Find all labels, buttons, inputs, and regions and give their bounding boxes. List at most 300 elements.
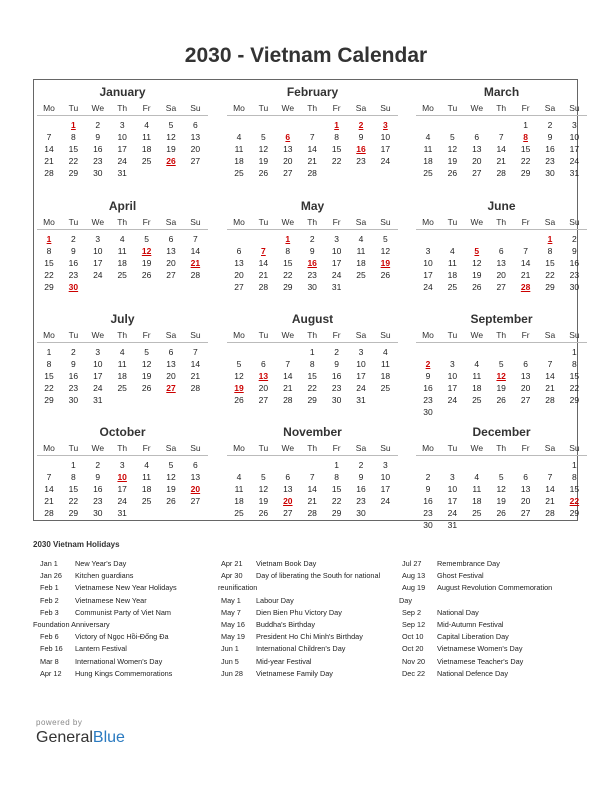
holiday-day: 26 — [166, 156, 176, 166]
calendar-day: 9 — [309, 246, 315, 256]
weekday-label: Sa — [355, 443, 367, 453]
calendar-day: 27 — [166, 270, 176, 280]
weekday-label: Mo — [233, 217, 245, 227]
holiday-name: Buddha's Birthday — [256, 620, 315, 630]
calendar-day: 26 — [234, 395, 244, 405]
calendar-day: 7 — [193, 234, 198, 244]
calendar-day: 4 — [358, 234, 364, 244]
calendar-day: 15 — [569, 484, 580, 494]
calendar-day: 8 — [334, 132, 339, 142]
calendar-day: 12 — [472, 258, 482, 268]
calendar-day: 28 — [307, 508, 317, 518]
calendar-day: 6 — [474, 132, 480, 142]
holiday-item — [402, 558, 572, 570]
month-november — [227, 420, 398, 530]
holiday-list-column — [399, 558, 572, 680]
calendar-day: 7 — [547, 472, 553, 482]
calendar-day: 6 — [168, 234, 174, 244]
month-february — [227, 80, 398, 190]
holiday-date: Feb 16 — [40, 644, 63, 654]
weekday-label: Mo — [43, 103, 55, 113]
calendar-day: 19 — [447, 156, 458, 166]
weekday-label: Su — [569, 103, 580, 113]
holiday-date: Apr 21 — [221, 559, 243, 568]
weekday-label: Sa — [165, 443, 177, 453]
holiday-day: 16 — [307, 258, 317, 268]
calendar-day: 24 — [380, 156, 391, 166]
month-september — [416, 307, 587, 417]
weekday-label: Tu — [68, 103, 79, 113]
weekday-label: We — [91, 103, 105, 113]
weekday-label: Su — [190, 103, 201, 113]
calendar-day: 28 — [44, 508, 54, 518]
calendar-day: 13 — [283, 144, 293, 154]
calendar-day: 6 — [193, 120, 198, 130]
holiday-name: Vietnamese Women's Day — [437, 644, 523, 654]
calendar-day: 8 — [547, 246, 553, 256]
calendar-day: 25 — [472, 508, 482, 518]
weekday-label: Sa — [544, 443, 556, 453]
weekday-label: Th — [117, 217, 128, 227]
holiday-day: 1 — [547, 234, 553, 244]
holiday-name-continued: Foundation Anniversary — [33, 620, 110, 630]
calendar-day: 15 — [520, 144, 531, 154]
holiday-date: Dec 22 — [402, 668, 426, 678]
month-name: November — [283, 425, 342, 439]
calendar-day: 10 — [331, 246, 342, 256]
calendar-day: 2 — [425, 472, 431, 482]
holiday-date: Feb 2 — [40, 595, 59, 605]
calendar-day: 31 — [356, 395, 366, 405]
calendar-day: 14 — [520, 258, 531, 268]
calendar-day: 19 — [496, 383, 506, 393]
holiday-item — [221, 619, 399, 631]
calendar-day: 10 — [447, 371, 458, 381]
holiday-day: 21 — [190, 258, 201, 268]
weekday-label: Fr — [142, 443, 151, 453]
month-name: July — [110, 312, 135, 326]
weekday-header — [227, 327, 398, 343]
calendar-day: 14 — [307, 144, 317, 154]
calendar-day: 13 — [190, 132, 201, 142]
calendar-day: 21 — [496, 156, 506, 166]
calendar-day: 28 — [545, 395, 555, 405]
calendar-day: 20 — [258, 383, 269, 393]
month-name: March — [483, 85, 520, 99]
weekday-header — [416, 100, 587, 116]
calendar-day: 13 — [472, 144, 482, 154]
calendar-day: 4 — [119, 347, 125, 357]
calendar-day: 6 — [523, 472, 528, 482]
weekday-label: Mo — [43, 330, 55, 340]
holiday-name: Labour Day — [256, 595, 294, 605]
weekday-label: Mo — [233, 443, 245, 453]
calendar-day: 30 — [423, 407, 433, 417]
holiday-name: International Women's Day — [75, 656, 163, 666]
calendar-day: 7 — [46, 472, 52, 482]
holiday-name: Ghost Festival — [437, 571, 484, 581]
calendar-day: 12 — [141, 359, 152, 369]
calendar-day: 16 — [569, 258, 580, 268]
calendar-day: 17 — [447, 383, 458, 393]
calendar-day: 19 — [166, 484, 176, 494]
holiday-day: 13 — [258, 371, 269, 381]
calendar-day: 5 — [261, 472, 266, 482]
calendar-day: 25 — [380, 383, 391, 393]
calendar-day: 15 — [331, 144, 342, 154]
weekday-label: Mo — [43, 443, 55, 453]
weekday-label: Fr — [521, 330, 530, 340]
calendar-day: 3 — [450, 359, 455, 369]
calendar-day: 13 — [496, 258, 506, 268]
calendar-day: 27 — [283, 508, 293, 518]
calendar-day: 14 — [496, 144, 506, 154]
holiday-date: Apr 30 — [221, 571, 243, 581]
month-july — [37, 307, 208, 417]
calendar-day: 24 — [117, 156, 127, 166]
holiday-item — [33, 607, 215, 631]
weekday-label: Fr — [332, 103, 341, 113]
calendar-day: 30 — [423, 520, 433, 530]
calendar-day: 6 — [285, 472, 291, 482]
calendar-day: 23 — [423, 508, 433, 518]
holiday-name: Vietnamese Family Day — [256, 668, 333, 678]
calendar-day: 18 — [423, 156, 433, 166]
weekday-label: Tu — [258, 217, 269, 227]
holiday-date: May 7 — [221, 607, 241, 617]
weekday-label: We — [91, 443, 105, 453]
holiday-name: Remembrance Day — [437, 559, 500, 568]
month-name: May — [300, 199, 325, 213]
weekday-label: Th — [307, 217, 318, 227]
calendar-day: 3 — [450, 472, 455, 482]
holiday-item — [40, 570, 215, 582]
holiday-day: 27 — [166, 383, 176, 393]
month-march — [416, 80, 587, 190]
holiday-day: 20 — [190, 484, 201, 494]
calendar-day: 10 — [380, 132, 391, 142]
holiday-name-continued: reunification — [218, 583, 258, 593]
calendar-day: 20 — [520, 383, 531, 393]
holiday-date: Nov 20 — [402, 656, 426, 666]
calendar-day: 5 — [498, 472, 504, 482]
powered-by-label: powered by — [36, 718, 83, 727]
month-name: January — [99, 85, 146, 99]
weekday-label: Sa — [165, 103, 177, 113]
holiday-item — [40, 631, 215, 643]
calendar-day: 31 — [447, 520, 458, 530]
calendar-day: 9 — [425, 484, 431, 494]
calendar-day: 26 — [472, 282, 482, 292]
calendar-day: 1 — [334, 460, 339, 470]
holiday-item — [402, 619, 572, 631]
calendar-day: 25 — [423, 168, 433, 178]
calendar-day: 25 — [234, 168, 244, 178]
calendar-day: 30 — [307, 282, 317, 292]
calendar-day: 25 — [117, 383, 127, 393]
calendar-day: 5 — [236, 359, 242, 369]
calendar-day: 22 — [545, 270, 555, 280]
weekday-label: We — [281, 217, 295, 227]
holiday-item — [402, 631, 572, 643]
brand-blue: Blue — [92, 729, 125, 746]
weekday-label: Th — [117, 443, 128, 453]
weekday-label: Tu — [68, 330, 79, 340]
calendar-day: 30 — [93, 168, 103, 178]
weekday-label: Tu — [447, 330, 458, 340]
calendar-day: 24 — [447, 395, 458, 405]
calendar-day: 9 — [334, 359, 339, 369]
calendar-day: 12 — [234, 371, 244, 381]
calendar-day: 16 — [545, 144, 555, 154]
month-august — [227, 307, 398, 417]
calendar-day: 6 — [498, 246, 504, 256]
calendar-day: 23 — [356, 496, 366, 506]
holiday-name: Day of liberating the South for national — [256, 571, 381, 581]
calendar-day: 22 — [307, 383, 317, 393]
holiday-day: 8 — [523, 132, 528, 142]
calendar-day: 19 — [258, 156, 269, 166]
calendar-day: 21 — [44, 496, 54, 506]
holidays-title: 2030 Vietnam Holidays — [33, 540, 120, 549]
weekday-label: Tu — [258, 103, 269, 113]
calendar-day: 10 — [447, 484, 458, 494]
calendar-day: 4 — [236, 472, 242, 482]
calendar-day: 17 — [93, 371, 103, 381]
calendar-day: 28 — [307, 168, 317, 178]
calendar-day: 26 — [258, 168, 269, 178]
calendar-day: 25 — [117, 270, 127, 280]
calendar-day: 23 — [68, 383, 79, 393]
calendar-day: 17 — [447, 496, 458, 506]
calendar-day: 24 — [356, 383, 366, 393]
calendar-day: 17 — [356, 371, 366, 381]
calendar-day: 3 — [119, 120, 125, 130]
calendar-day: 29 — [307, 395, 317, 405]
calendar-day: 8 — [572, 359, 577, 369]
calendar-day: 11 — [117, 246, 127, 256]
calendar-day: 14 — [44, 144, 54, 154]
calendar-day: 22 — [283, 270, 293, 280]
weekday-label: Sa — [355, 330, 367, 340]
calendar-day: 8 — [309, 359, 315, 369]
calendar-day: 16 — [68, 258, 79, 268]
holiday-name: President Ho Chi Minh's Birthday — [256, 632, 363, 642]
holiday-item — [221, 656, 399, 668]
calendar-day: 6 — [193, 460, 198, 470]
calendar-day: 1 — [572, 347, 577, 357]
calendar-day: 29 — [68, 508, 79, 518]
weekday-label: Tu — [447, 103, 458, 113]
calendar-day: 19 — [166, 144, 176, 154]
calendar-day: 26 — [496, 395, 506, 405]
weekday-label: Th — [117, 103, 128, 113]
calendar-day: 30 — [356, 508, 366, 518]
holiday-date: Jun 28 — [221, 668, 243, 678]
weekday-label: Fr — [142, 217, 151, 227]
weekday-header — [227, 440, 398, 456]
weekday-label: Sa — [544, 330, 556, 340]
calendar-day: 27 — [496, 282, 506, 292]
calendar-day: 26 — [447, 168, 458, 178]
calendar-day: 4 — [425, 132, 431, 142]
calendar-day: 20 — [234, 270, 244, 280]
calendar-day: 14 — [545, 484, 555, 494]
calendar-day: 19 — [258, 496, 269, 506]
weekday-label: Mo — [233, 330, 245, 340]
weekday-label: Mo — [422, 103, 434, 113]
calendar-day: 19 — [141, 258, 152, 268]
calendar-day: 5 — [383, 234, 388, 244]
calendar-day: 10 — [117, 132, 127, 142]
calendar-day: 21 — [190, 371, 201, 381]
holiday-name: Kitchen guardians — [75, 571, 134, 581]
holiday-date: May 19 — [221, 632, 245, 642]
weekday-label: Mo — [422, 217, 434, 227]
holiday-day: 7 — [261, 246, 266, 256]
weekday-label: Su — [190, 443, 201, 453]
calendar-day: 27 — [283, 168, 293, 178]
calendar-day: 1 — [71, 460, 76, 470]
holiday-item — [221, 558, 399, 570]
holiday-item — [40, 558, 215, 570]
calendar-day: 16 — [68, 371, 79, 381]
weekday-label: Th — [307, 330, 318, 340]
calendar-day: 29 — [44, 395, 54, 405]
holiday-day: 12 — [496, 371, 506, 381]
calendar-day: 22 — [44, 383, 54, 393]
calendar-day: 28 — [496, 168, 506, 178]
calendar-day: 9 — [547, 132, 553, 142]
month-may — [227, 194, 398, 304]
calendar-day: 4 — [383, 347, 388, 357]
calendar-day: 12 — [380, 246, 391, 256]
weekday-header — [227, 100, 398, 116]
holiday-date: Jun 5 — [221, 656, 239, 666]
calendar-day: 27 — [520, 395, 531, 405]
calendar-day: 18 — [141, 144, 152, 154]
holiday-item — [402, 570, 572, 582]
calendar-day: 18 — [117, 258, 127, 268]
month-name: February — [286, 85, 339, 99]
calendar-day: 13 — [283, 484, 293, 494]
calendar-day: 30 — [68, 395, 79, 405]
calendar-day: 5 — [261, 132, 266, 142]
calendar-day: 26 — [141, 270, 152, 280]
calendar-day: 20 — [496, 270, 506, 280]
holiday-day: 1 — [46, 234, 52, 244]
month-name: September — [470, 312, 533, 326]
calendar-day: 23 — [545, 156, 555, 166]
calendar-day: 24 — [93, 383, 103, 393]
holiday-date: Jun 1 — [221, 644, 239, 654]
holiday-list-column — [33, 558, 215, 680]
weekday-label: Sa — [355, 103, 367, 113]
calendar-day: 16 — [93, 484, 103, 494]
calendar-day: 30 — [93, 508, 103, 518]
calendar-day: 6 — [236, 246, 242, 256]
calendar-day: 11 — [380, 359, 390, 369]
calendar-day: 28 — [44, 168, 54, 178]
holiday-date: May 1 — [221, 595, 241, 605]
calendar-day: 7 — [46, 132, 52, 142]
weekday-label: We — [281, 443, 295, 453]
calendar-day: 29 — [545, 282, 555, 292]
holiday-name: Hung Kings Commemorations — [75, 668, 173, 678]
weekday-label: Su — [380, 103, 391, 113]
calendar-day: 3 — [425, 246, 431, 256]
calendar-day: 25 — [141, 496, 152, 506]
calendar-day: 12 — [258, 144, 269, 154]
holiday-item — [402, 643, 572, 655]
weekday-label: Th — [307, 443, 318, 453]
calendar-day: 17 — [380, 484, 391, 494]
holiday-day: 2 — [425, 359, 431, 369]
calendar-day: 26 — [166, 496, 176, 506]
calendar-day: 20 — [166, 258, 176, 268]
holiday-item — [40, 656, 215, 668]
weekday-label: Fr — [332, 443, 341, 453]
calendar-day: 15 — [44, 258, 54, 268]
calendar-day: 2 — [71, 347, 76, 357]
calendar-day: 26 — [496, 508, 506, 518]
calendar-day: 5 — [144, 234, 149, 244]
calendar-day: 22 — [331, 156, 342, 166]
weekday-label: Tu — [447, 443, 458, 453]
weekday-label: Mo — [422, 443, 434, 453]
weekday-label: Sa — [544, 217, 556, 227]
holiday-day: 19 — [380, 258, 391, 268]
calendar-day: 8 — [285, 246, 291, 256]
calendar-day: 2 — [358, 460, 364, 470]
weekday-label: Th — [307, 103, 318, 113]
calendar-day: 31 — [331, 282, 342, 292]
calendar-day: 23 — [569, 270, 580, 280]
calendar-day: 3 — [95, 234, 101, 244]
holiday-date: Aug 13 — [402, 571, 426, 581]
holiday-item — [221, 607, 399, 619]
calendar-day: 14 — [283, 371, 293, 381]
weekday-label: Sa — [165, 217, 177, 227]
calendar-day: 2 — [309, 234, 315, 244]
calendar-day: 21 — [283, 383, 293, 393]
calendar-day: 29 — [331, 508, 342, 518]
calendar-day: 21 — [258, 270, 269, 280]
calendar-day: 18 — [117, 371, 127, 381]
holiday-name: Mid-year Festival — [256, 656, 312, 666]
calendar-day: 22 — [520, 156, 531, 166]
calendar-day: 25 — [356, 270, 366, 280]
weekday-label: Th — [117, 330, 128, 340]
calendar-day: 24 — [423, 282, 433, 292]
holiday-item — [40, 595, 215, 607]
holiday-date: Mar 8 — [40, 656, 59, 666]
calendar-day: 3 — [119, 460, 125, 470]
calendar-day: 3 — [383, 460, 388, 470]
calendar-day: 23 — [307, 270, 317, 280]
calendar-day: 7 — [193, 347, 198, 357]
calendar-day: 18 — [447, 270, 458, 280]
weekday-label: Tu — [258, 443, 269, 453]
calendar-day: 17 — [569, 144, 580, 154]
calendar-day: 27 — [190, 156, 201, 166]
calendar-day: 2 — [334, 347, 339, 357]
weekday-label: Th — [496, 217, 507, 227]
holiday-day: 2 — [358, 120, 364, 130]
calendar-day: 15 — [307, 371, 317, 381]
calendar-day: 18 — [234, 156, 244, 166]
brand-logo — [36, 729, 125, 747]
